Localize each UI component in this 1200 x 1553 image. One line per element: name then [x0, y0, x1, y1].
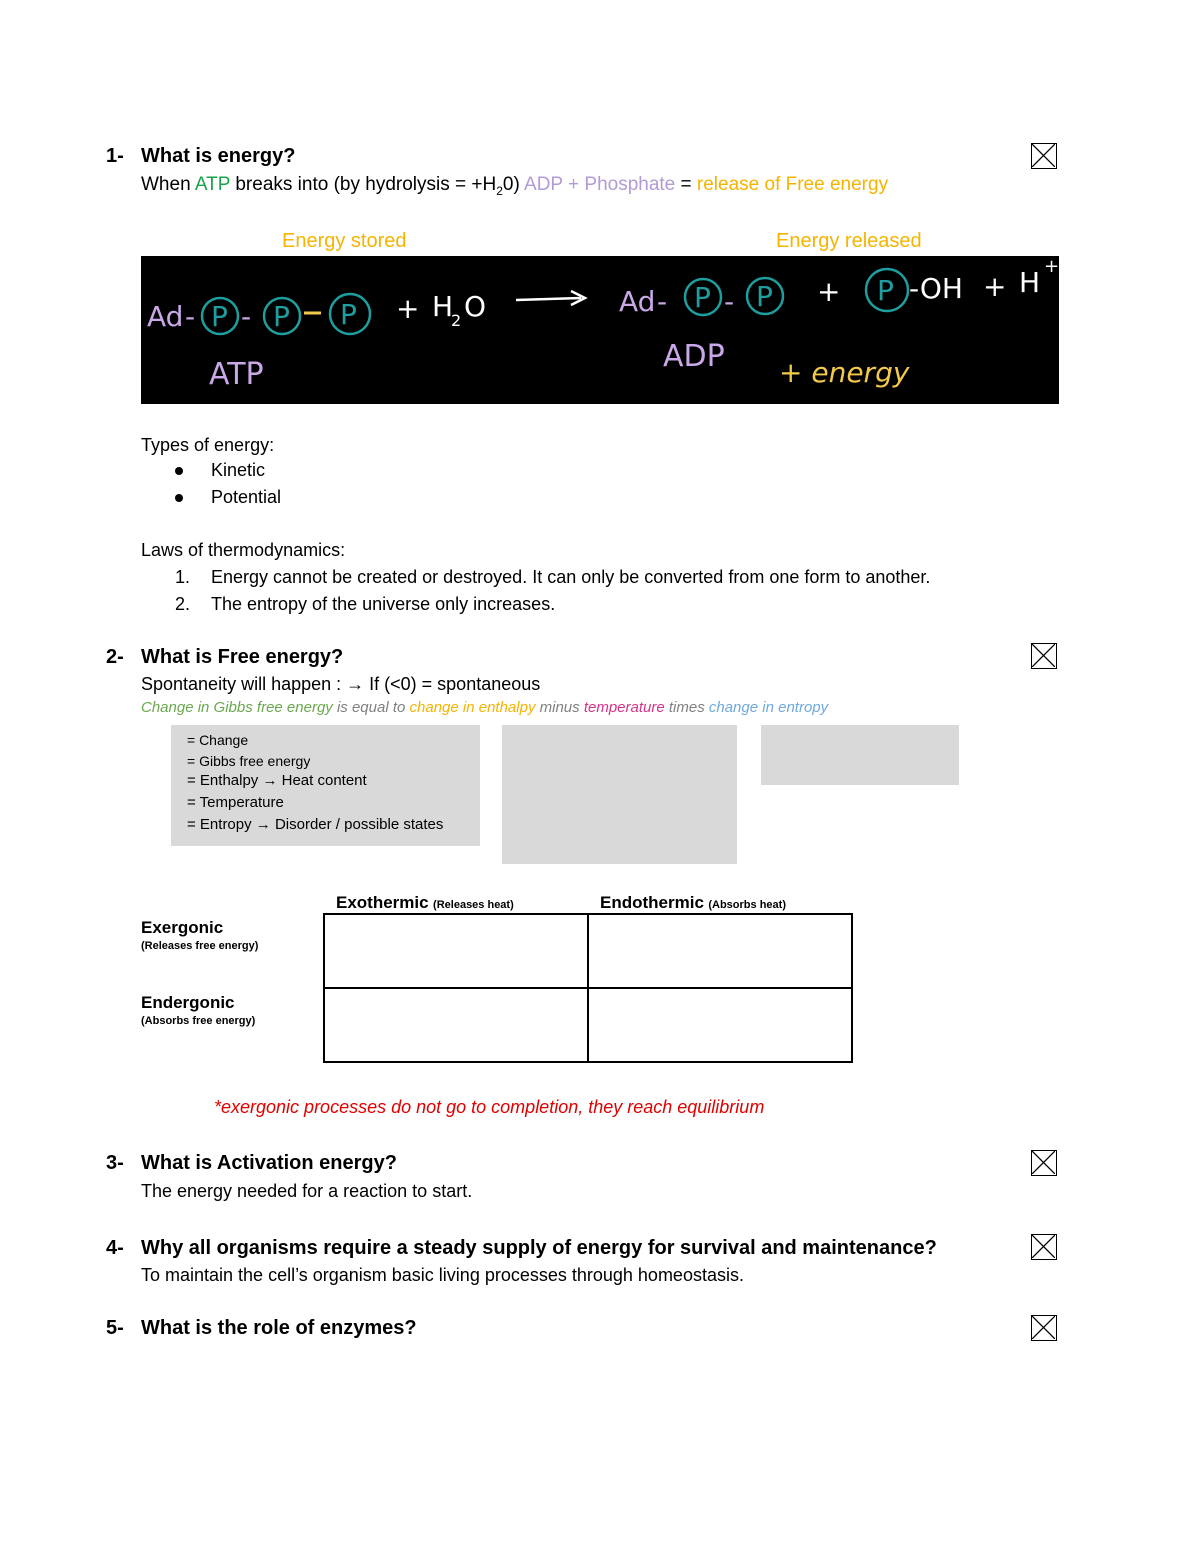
svg-text:P: P	[756, 280, 773, 313]
definition-line: = Enthalpy → Heat content	[187, 772, 367, 789]
list-item: Potential	[211, 487, 281, 514]
svg-text:-: -	[724, 285, 735, 318]
svg-text:-: -	[657, 285, 668, 318]
question-2-number: 2-	[106, 646, 124, 668]
energy-stored-label: Energy stored	[282, 230, 407, 252]
checkbox-x-icon	[1032, 1235, 1055, 1258]
spontaneity-line: Spontaneity will happen : → If (<0) = spontaneous	[141, 674, 541, 694]
question-3-number: 3-	[106, 1152, 124, 1174]
table-cell-endergonic-endothermic[interactable]	[588, 988, 852, 1062]
svg-text:Ad: Ad	[147, 300, 184, 333]
energy-classification-table	[323, 913, 853, 1063]
question-4-checkbox[interactable]	[1031, 1234, 1057, 1260]
laws-list	[175, 567, 931, 621]
svg-text:ADP: ADP	[663, 339, 725, 374]
question-1-number: 1-	[106, 145, 124, 167]
svg-text:P: P	[273, 300, 290, 333]
question-1-title: What is energy?	[141, 145, 296, 167]
list-item: 1. Energy cannot be created or destroyed. It can only be converted from one form to another.	[175, 567, 931, 587]
atp-hydrolysis-line: When ATP breaks into (by hydrolysis = $+H_20$) ADP + Phosphate = release of Free energy	[141, 174, 889, 198]
question-2-checkbox[interactable]	[1031, 643, 1057, 669]
question-4-number: 4-	[106, 1237, 124, 1259]
svg-text:+: +	[1044, 256, 1059, 277]
question-3-title: What is Activation energy?	[141, 1152, 397, 1174]
svg-text:2: 2	[451, 311, 462, 330]
svg-text:+: +	[983, 270, 1007, 303]
definitions-box	[171, 725, 480, 846]
bullet-icon	[175, 467, 183, 475]
svg-text:-: -	[185, 300, 196, 333]
definition-line: = Change	[187, 732, 249, 748]
gibbs-description: Change in Gibbs free energy is equal to change in enthalpy minus temperature times change in entropy	[141, 699, 829, 716]
checkbox-x-icon	[1032, 1316, 1055, 1339]
svg-text:P: P	[211, 300, 228, 333]
energy-released-label: Energy released	[776, 230, 922, 252]
question-5-checkbox[interactable]	[1031, 1315, 1057, 1341]
types-of-energy-heading: Types of energy:	[141, 435, 275, 455]
question-4-title: Why all organisms require a steady supply of energy for survival and maintenance?	[141, 1237, 937, 1259]
list-item: 2. The entropy of the universe only increases.	[175, 594, 556, 614]
arrow-icon: →	[346, 674, 365, 694]
laws-heading: Laws of thermodynamics:	[141, 540, 346, 560]
delta-g-placeholder	[761, 725, 959, 785]
question-3-checkbox[interactable]	[1031, 1150, 1057, 1176]
row-header-endergonic: Endergonic (Absorbs free energy)	[141, 993, 256, 1027]
table-cell-exergonic-endothermic[interactable]	[588, 914, 852, 988]
checkbox-x-icon	[1032, 1151, 1055, 1174]
svg-text:ATP: ATP	[209, 357, 264, 392]
svg-text:P: P	[340, 298, 357, 331]
exergonic-footnote: *exergonic processes do not go to completion, they reach equilibrium	[214, 1097, 765, 1117]
svg-text:P: P	[877, 274, 894, 307]
definition-line: = Entropy → Disorder / possible states	[187, 816, 444, 833]
table-cell-endergonic-exothermic[interactable]	[324, 988, 588, 1062]
svg-text:P: P	[694, 281, 711, 314]
list-item: Kinetic	[211, 460, 281, 487]
gibbs-equation-placeholder	[502, 725, 737, 864]
question-3-answer: The energy needed for a reaction to start.	[141, 1181, 473, 1201]
checkbox-x-icon	[1032, 644, 1055, 667]
question-5-number: 5-	[106, 1317, 124, 1339]
row-header-exergonic: Exergonic (Releases free energy)	[141, 918, 259, 952]
bullet-icon	[175, 494, 183, 502]
svg-text:H: H	[432, 290, 454, 323]
svg-text:-: -	[241, 300, 252, 333]
svg-text:-OH: -OH	[909, 272, 963, 305]
atp-hydrolysis-chalkboard	[141, 256, 1059, 404]
col-header-endothermic: Endothermic (Absorbs heat)	[600, 893, 786, 912]
svg-text:H: H	[1019, 266, 1041, 299]
types-of-energy-list	[211, 460, 281, 514]
question-1-checkbox[interactable]	[1031, 143, 1057, 169]
table-cell-exergonic-exothermic[interactable]	[324, 914, 588, 988]
col-header-exothermic: Exothermic (Releases heat)	[336, 893, 514, 912]
svg-text:O: O	[464, 290, 487, 323]
svg-text:+ energy: + energy	[779, 356, 910, 389]
question-5-title: What is the role of enzymes?	[141, 1317, 417, 1339]
atp-equation-drawing	[141, 256, 1059, 404]
definition-line: = Temperature	[187, 794, 284, 811]
svg-text:Ad: Ad	[619, 285, 656, 318]
question-2-title: What is Free energy?	[141, 646, 344, 668]
definition-line: = Gibbs free energy	[187, 753, 311, 769]
question-4-answer: To maintain the cell’s organism basic living processes through homeostasis.	[141, 1265, 744, 1285]
svg-text:+: +	[817, 275, 841, 308]
checkbox-x-icon	[1032, 144, 1055, 167]
svg-text:+: +	[396, 292, 420, 325]
